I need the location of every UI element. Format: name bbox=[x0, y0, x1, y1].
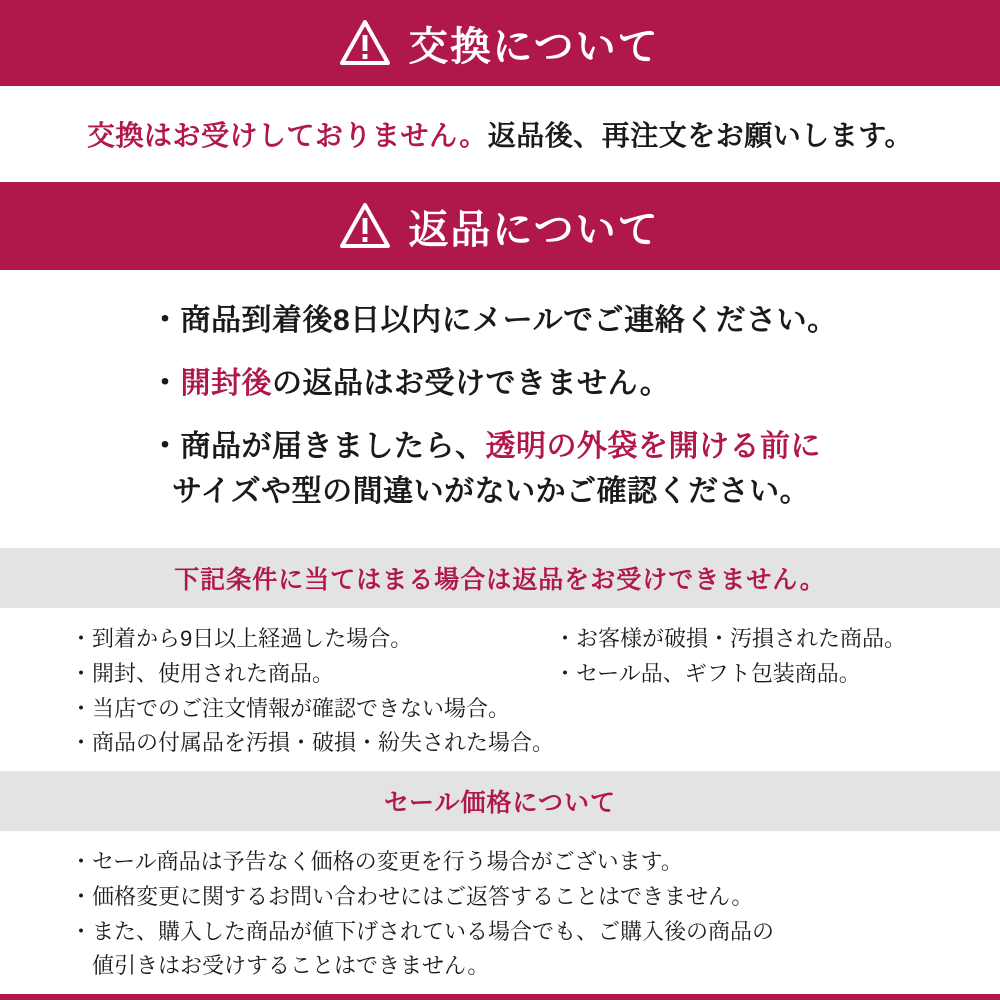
list-item-text: ・また、購入した商品が値下げされている場合でも、ご購入後の商品の bbox=[70, 918, 775, 944]
returns-bullet-second-line: サイズや型の間違いがないかご確認ください。 bbox=[172, 475, 811, 508]
list-item: ・お客様が破損・汚損された商品。 bbox=[554, 626, 907, 651]
exchange-body-pre: 交換はお受けしておりません。 bbox=[87, 120, 488, 151]
list-item: ・到着から9日以上経過した場合。 bbox=[70, 626, 413, 651]
returns-section-title: 返品について bbox=[408, 207, 660, 252]
returns-bullet-prefix: ・ bbox=[150, 367, 181, 400]
list-item: ・価格変更に関するお問い合わせにはご返答することはできません。 bbox=[70, 883, 754, 909]
returns-bullet bbox=[0, 298, 1000, 343]
copyright-footer: Copyright © OKA Co.,LTD. All Right Reserved. bbox=[635, 975, 986, 992]
exchange-section-heading bbox=[0, 0, 1000, 86]
list-item: ・セール商品は予告なく価格の変更を行う場合がございます。 bbox=[70, 849, 683, 874]
list-item: ・商品の付属品を汚損・破損・紛失された場合。 bbox=[70, 730, 555, 756]
list-item-second-line: 値引きはお受けすることはできません。 bbox=[92, 953, 490, 979]
list-item: ・開封、使用された商品。 bbox=[70, 660, 335, 686]
conditions-body bbox=[0, 608, 1000, 771]
returns-bullet bbox=[0, 361, 1000, 406]
returns-bullet-prefix: ・商品到着後 bbox=[150, 304, 333, 337]
returns-bullet-suffix: にメールでご連絡ください。 bbox=[441, 304, 838, 337]
warning-triangle-icon bbox=[340, 203, 390, 249]
returns-bullet-suffix: の返品はお受けできません。 bbox=[272, 367, 671, 400]
sale-price-body bbox=[0, 831, 1000, 994]
conditions-subheading: 下記条件に当てはまる場合は返品をお受けできません。 bbox=[0, 548, 1000, 608]
conditions-left-column bbox=[70, 622, 554, 761]
returns-bullet-prefix: ・商品が届きましたら、 bbox=[150, 430, 486, 463]
exchange-body-line bbox=[87, 114, 913, 154]
returns-bullet-emphasis: 8日以内 bbox=[333, 304, 442, 337]
returns-section-heading bbox=[0, 182, 1000, 270]
returns-bullet-emphasis: 透明の外袋を開ける前に bbox=[485, 430, 821, 463]
exchange-section-title: 交換について bbox=[408, 24, 660, 69]
list-item: ・セール品、ギフト包装商品。 bbox=[554, 660, 861, 686]
conditions-right-column bbox=[554, 622, 930, 761]
returns-bullet bbox=[0, 424, 1000, 514]
warning-triangle-icon bbox=[340, 20, 390, 66]
list-item: ・当店でのご注文情報が確認できない場合。 bbox=[70, 695, 511, 721]
returns-body-panel bbox=[0, 270, 1000, 548]
exchange-body-post: 返品後、再注文をお願いします。 bbox=[487, 120, 913, 151]
sale-price-subheading: セール価格について bbox=[0, 771, 1000, 831]
exchange-body-panel bbox=[0, 86, 1000, 182]
returns-bullet-emphasis: 開封後 bbox=[180, 367, 272, 400]
list-item bbox=[70, 915, 1000, 985]
